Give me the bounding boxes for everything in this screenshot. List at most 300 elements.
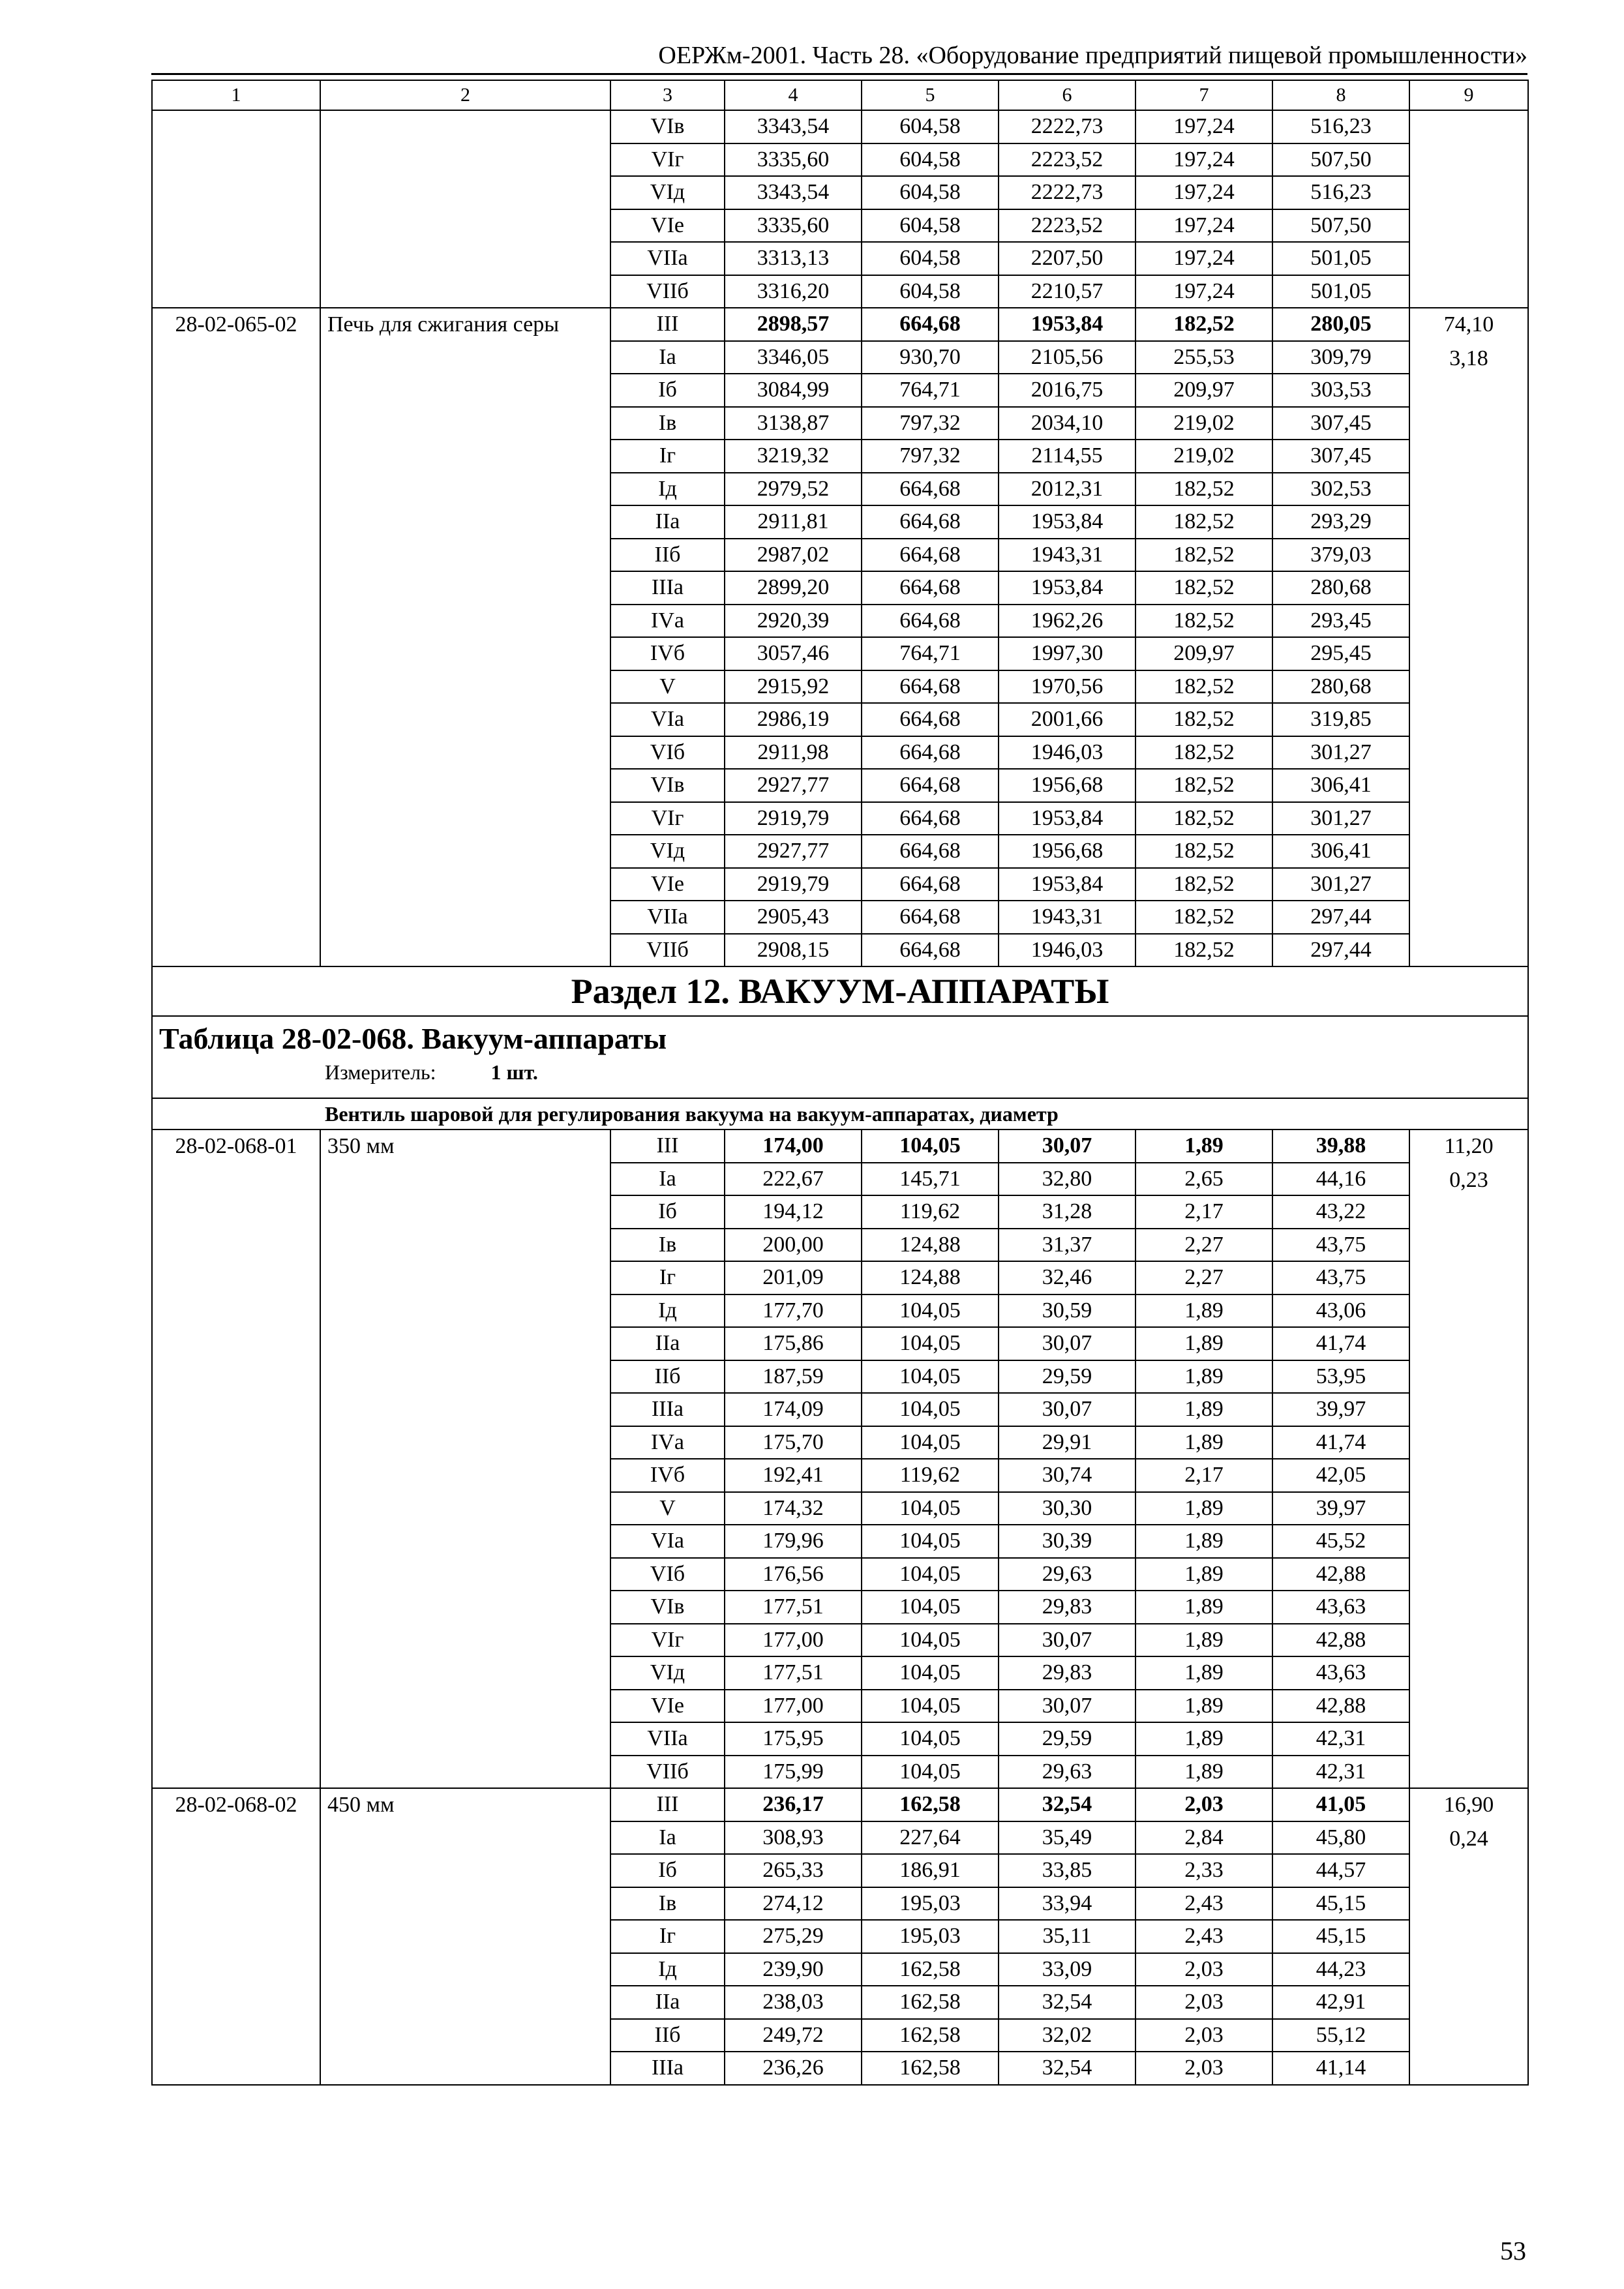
value-cell: 41,74 xyxy=(1272,1327,1409,1360)
value-cell: 32,54 xyxy=(999,1986,1135,2019)
total-value-1: 16,90 xyxy=(1443,1793,1494,1817)
value-cell: 179,96 xyxy=(725,1525,862,1558)
column-number-cell: 8 xyxy=(1272,80,1409,110)
value-cell: 41,05 xyxy=(1272,1788,1409,1821)
value-cell: 182,52 xyxy=(1135,802,1272,835)
value-cell: 176,56 xyxy=(725,1558,862,1591)
value-cell: 30,74 xyxy=(999,1459,1135,1492)
zone-cell: Iг xyxy=(610,440,725,473)
value-cell: 29,91 xyxy=(999,1426,1135,1459)
value-cell: 29,63 xyxy=(999,1558,1135,1591)
zone-cell: VIIа xyxy=(610,901,725,934)
value-cell: 2016,75 xyxy=(999,374,1135,407)
zone-cell: Iб xyxy=(610,1854,725,1887)
value-cell: 45,15 xyxy=(1272,1920,1409,1953)
value-cell: 1,89 xyxy=(1135,1360,1272,1394)
value-cell: 1953,84 xyxy=(999,868,1135,901)
column-number-cell: 3 xyxy=(610,80,725,110)
zone-cell: VIе xyxy=(610,209,725,243)
value-cell: 255,53 xyxy=(1135,341,1272,374)
value-cell: 1953,84 xyxy=(999,308,1135,341)
value-cell: 301,27 xyxy=(1272,868,1409,901)
value-cell: 930,70 xyxy=(862,341,999,374)
value-cell: 1,89 xyxy=(1135,1656,1272,1690)
zone-cell: Iг xyxy=(610,1261,725,1294)
value-cell: 104,05 xyxy=(862,1591,999,1624)
value-cell: 43,06 xyxy=(1272,1294,1409,1328)
value-cell: 104,05 xyxy=(862,1393,999,1426)
value-cell: 280,05 xyxy=(1272,308,1409,341)
value-cell: 53,95 xyxy=(1272,1360,1409,1394)
header-rule xyxy=(151,73,1527,75)
value-cell: 30,07 xyxy=(999,1690,1135,1723)
column-number-cell: 6 xyxy=(999,80,1135,110)
value-cell: 175,86 xyxy=(725,1327,862,1360)
value-cell: 604,58 xyxy=(862,110,999,143)
value-cell: 1953,84 xyxy=(999,802,1135,835)
value-cell: 1,89 xyxy=(1135,1525,1272,1558)
value-cell: 664,68 xyxy=(862,571,999,605)
zone-cell: Iд xyxy=(610,1953,725,1986)
subheading: Вентиль шаровой для регулирования вакуума на вакуум-аппаратах, диаметр xyxy=(152,1098,1528,1130)
value-cell: 2927,77 xyxy=(725,769,862,802)
value-cell: 195,03 xyxy=(862,1920,999,1953)
value-cell: 302,53 xyxy=(1272,473,1409,506)
value-cell: 1,89 xyxy=(1135,1722,1272,1756)
value-cell: 1943,31 xyxy=(999,539,1135,572)
value-cell: 42,05 xyxy=(1272,1459,1409,1492)
value-cell: 2012,31 xyxy=(999,473,1135,506)
value-cell: 501,05 xyxy=(1272,275,1409,308)
value-cell: 175,95 xyxy=(725,1722,862,1756)
value-cell: 30,07 xyxy=(999,1624,1135,1657)
value-cell: 797,32 xyxy=(862,407,999,440)
value-cell: 177,00 xyxy=(725,1624,862,1657)
zone-cell: Iд xyxy=(610,473,725,506)
value-cell: 35,49 xyxy=(999,1821,1135,1855)
value-cell: 664,68 xyxy=(862,934,999,967)
value-cell: 162,58 xyxy=(862,2019,999,2052)
value-cell: 145,71 xyxy=(862,1163,999,1196)
value-cell: 42,88 xyxy=(1272,1690,1409,1723)
position-code: 28-02-068-01 xyxy=(152,1130,320,1788)
value-cell: 604,58 xyxy=(862,176,999,209)
value-cell: 1953,84 xyxy=(999,505,1135,539)
value-cell: 45,52 xyxy=(1272,1525,1409,1558)
code-cell xyxy=(152,110,320,308)
value-cell: 119,62 xyxy=(862,1195,999,1229)
zone-cell: VIв xyxy=(610,1591,725,1624)
column-number-cell: 9 xyxy=(1409,80,1528,110)
value-cell: 2987,02 xyxy=(725,539,862,572)
value-cell: 174,00 xyxy=(725,1130,862,1163)
position-code: 28-02-065-02 xyxy=(152,308,320,966)
value-cell: 200,00 xyxy=(725,1229,862,1262)
value-cell: 186,91 xyxy=(862,1854,999,1887)
value-cell: 2,27 xyxy=(1135,1229,1272,1262)
value-cell: 2899,20 xyxy=(725,571,862,605)
value-cell: 44,57 xyxy=(1272,1854,1409,1887)
zone-cell: Iб xyxy=(610,1195,725,1229)
value-cell: 33,85 xyxy=(999,1854,1135,1887)
value-cell: 2,03 xyxy=(1135,2052,1272,2085)
value-cell: 44,16 xyxy=(1272,1163,1409,1196)
value-cell: 42,88 xyxy=(1272,1624,1409,1657)
value-cell: 2986,19 xyxy=(725,703,862,736)
zone-cell: Iб xyxy=(610,374,725,407)
position-name: 450 мм xyxy=(320,1788,610,2085)
value-cell: 29,59 xyxy=(999,1722,1135,1756)
value-cell: 31,28 xyxy=(999,1195,1135,1229)
value-cell: 3138,87 xyxy=(725,407,862,440)
value-cell: 104,05 xyxy=(862,1130,999,1163)
value-cell: 2915,92 xyxy=(725,670,862,704)
zone-cell: III xyxy=(610,1788,725,1821)
value-cell: 182,52 xyxy=(1135,571,1272,605)
value-cell: 2,65 xyxy=(1135,1163,1272,1196)
value-cell: 2,17 xyxy=(1135,1459,1272,1492)
total-value-2: 0,23 xyxy=(1449,1168,1488,1192)
value-cell: 30,39 xyxy=(999,1525,1135,1558)
value-cell: 664,68 xyxy=(862,605,999,638)
value-cell: 2911,81 xyxy=(725,505,862,539)
value-cell: 2114,55 xyxy=(999,440,1135,473)
value-cell: 177,51 xyxy=(725,1656,862,1690)
value-cell: 104,05 xyxy=(862,1722,999,1756)
value-cell: 306,41 xyxy=(1272,835,1409,868)
zone-cell: IIа xyxy=(610,505,725,539)
value-cell: 182,52 xyxy=(1135,703,1272,736)
zone-cell: VIе xyxy=(610,1690,725,1723)
value-cell: 2,03 xyxy=(1135,2019,1272,2052)
value-cell: 2,03 xyxy=(1135,1986,1272,2019)
zone-cell: VIIб xyxy=(610,1756,725,1789)
value-cell: 2222,73 xyxy=(999,110,1135,143)
zone-cell: VIд xyxy=(610,1656,725,1690)
value-cell: 2919,79 xyxy=(725,802,862,835)
value-cell: 182,52 xyxy=(1135,605,1272,638)
value-cell: 516,23 xyxy=(1272,176,1409,209)
subheading-row xyxy=(152,1098,1528,1130)
value-cell: 33,94 xyxy=(999,1887,1135,1921)
table-title: Таблица 28-02-068. Вакуум-аппараты xyxy=(159,1022,667,1055)
value-cell: 1946,03 xyxy=(999,934,1135,967)
value-cell: 239,90 xyxy=(725,1953,862,1986)
value-cell: 3335,60 xyxy=(725,143,862,177)
value-cell: 2,43 xyxy=(1135,1920,1272,1953)
value-cell: 2223,52 xyxy=(999,209,1135,243)
value-cell: 124,88 xyxy=(862,1229,999,1262)
value-cell: 664,68 xyxy=(862,670,999,704)
total-cell xyxy=(1409,308,1528,966)
value-cell: 2920,39 xyxy=(725,605,862,638)
value-cell: 604,58 xyxy=(862,242,999,275)
value-cell: 177,51 xyxy=(725,1591,862,1624)
zone-cell: VIIб xyxy=(610,275,725,308)
value-cell: 104,05 xyxy=(862,1360,999,1394)
zone-cell: V xyxy=(610,670,725,704)
zone-cell: VIд xyxy=(610,176,725,209)
value-cell: 516,23 xyxy=(1272,110,1409,143)
value-cell: 1,89 xyxy=(1135,1756,1272,1789)
value-cell: 175,70 xyxy=(725,1426,862,1459)
value-cell: 42,31 xyxy=(1272,1756,1409,1789)
value-cell: 3219,32 xyxy=(725,440,862,473)
value-cell: 1,89 xyxy=(1135,1690,1272,1723)
value-cell: 2908,15 xyxy=(725,934,862,967)
value-cell: 41,74 xyxy=(1272,1426,1409,1459)
value-cell: 3313,13 xyxy=(725,242,862,275)
value-cell: 32,80 xyxy=(999,1163,1135,1196)
zone-cell: VIв xyxy=(610,769,725,802)
value-cell: 301,27 xyxy=(1272,736,1409,770)
measure-value: 1 шт. xyxy=(490,1060,538,1084)
value-cell: 1,89 xyxy=(1135,1492,1272,1525)
total-value-2: 0,24 xyxy=(1449,1827,1488,1851)
zone-cell: IIб xyxy=(610,539,725,572)
value-cell: 1,89 xyxy=(1135,1130,1272,1163)
value-cell: 293,45 xyxy=(1272,605,1409,638)
value-cell: 1,89 xyxy=(1135,1558,1272,1591)
value-cell: 209,97 xyxy=(1135,374,1272,407)
value-cell: 29,83 xyxy=(999,1656,1135,1690)
value-cell: 104,05 xyxy=(862,1656,999,1690)
running-header: ОЕРЖм-2001. Часть 28. «Оборудование предприятий пищевой промышленности» xyxy=(658,42,1527,69)
zone-cell: IIа xyxy=(610,1327,725,1360)
value-cell: 2222,73 xyxy=(999,176,1135,209)
value-cell: 44,23 xyxy=(1272,1953,1409,1986)
value-cell: 30,30 xyxy=(999,1492,1135,1525)
value-cell: 2207,50 xyxy=(999,242,1135,275)
value-cell: 32,46 xyxy=(999,1261,1135,1294)
total-value-1: 11,20 xyxy=(1444,1134,1494,1158)
value-cell: 2919,79 xyxy=(725,868,862,901)
value-cell: 297,44 xyxy=(1272,901,1409,934)
zone-cell: Iа xyxy=(610,341,725,374)
value-cell: 236,26 xyxy=(725,2052,862,2085)
zone-cell: III xyxy=(610,308,725,341)
value-cell: 2,84 xyxy=(1135,1821,1272,1855)
value-cell: 604,58 xyxy=(862,275,999,308)
zone-cell: III xyxy=(610,1130,725,1163)
zone-cell: VIд xyxy=(610,835,725,868)
value-cell: 32,54 xyxy=(999,2052,1135,2085)
zone-cell: IIа xyxy=(610,1986,725,2019)
value-cell: 275,29 xyxy=(725,1920,862,1953)
zone-cell: Iа xyxy=(610,1821,725,1855)
value-cell: 29,63 xyxy=(999,1756,1135,1789)
value-cell: 43,75 xyxy=(1272,1229,1409,1262)
value-cell: 182,52 xyxy=(1135,736,1272,770)
zone-cell: V xyxy=(610,1492,725,1525)
value-cell: 2001,66 xyxy=(999,703,1135,736)
value-cell: 43,75 xyxy=(1272,1261,1409,1294)
value-cell: 2979,52 xyxy=(725,473,862,506)
value-cell: 308,93 xyxy=(725,1821,862,1855)
value-cell: 301,27 xyxy=(1272,802,1409,835)
value-cell: 182,52 xyxy=(1135,670,1272,704)
value-cell: 104,05 xyxy=(862,1525,999,1558)
value-cell: 182,52 xyxy=(1135,505,1272,539)
value-cell: 319,85 xyxy=(1272,703,1409,736)
value-cell: 1962,26 xyxy=(999,605,1135,638)
value-cell: 3084,99 xyxy=(725,374,862,407)
value-cell: 201,09 xyxy=(725,1261,862,1294)
total-cell xyxy=(1409,1130,1528,1788)
value-cell: 42,88 xyxy=(1272,1558,1409,1591)
value-cell: 3343,54 xyxy=(725,110,862,143)
value-cell: 119,62 xyxy=(862,1459,999,1492)
value-cell: 30,59 xyxy=(999,1294,1135,1328)
total-cell xyxy=(1409,1788,1528,2085)
value-cell: 45,80 xyxy=(1272,1821,1409,1855)
value-cell: 30,07 xyxy=(999,1327,1135,1360)
page-number: 53 xyxy=(1500,2236,1526,2266)
column-number-row xyxy=(152,80,1528,110)
total-value-2: 3,18 xyxy=(1449,346,1488,370)
table-title-cell xyxy=(152,1016,1528,1098)
value-cell: 2898,57 xyxy=(725,308,862,341)
zone-cell: VIIа xyxy=(610,242,725,275)
value-cell: 197,24 xyxy=(1135,209,1272,243)
value-cell: 42,91 xyxy=(1272,1986,1409,2019)
value-cell: 227,64 xyxy=(862,1821,999,1855)
value-cell: 236,17 xyxy=(725,1788,862,1821)
value-cell: 104,05 xyxy=(862,1756,999,1789)
value-cell: 2,03 xyxy=(1135,1953,1272,1986)
value-cell: 1,89 xyxy=(1135,1393,1272,1426)
value-cell: 1,89 xyxy=(1135,1327,1272,1360)
price-table-sheet xyxy=(151,80,1527,2086)
value-cell: 219,02 xyxy=(1135,440,1272,473)
value-cell: 2,27 xyxy=(1135,1261,1272,1294)
value-cell: 29,83 xyxy=(999,1591,1135,1624)
section-title: Раздел 12. ВАКУУМ-АППАРАТЫ xyxy=(152,966,1528,1016)
zone-cell: Iв xyxy=(610,407,725,440)
table-row xyxy=(152,308,1528,341)
value-cell: 45,15 xyxy=(1272,1887,1409,1921)
value-cell: 1970,56 xyxy=(999,670,1135,704)
column-number-cell: 2 xyxy=(320,80,610,110)
value-cell: 764,71 xyxy=(862,637,999,670)
value-cell: 664,68 xyxy=(862,835,999,868)
value-cell: 3335,60 xyxy=(725,209,862,243)
value-cell: 3343,54 xyxy=(725,176,862,209)
column-number-cell: 7 xyxy=(1135,80,1272,110)
value-cell: 33,09 xyxy=(999,1953,1135,1986)
value-cell: 664,68 xyxy=(862,539,999,572)
value-cell: 664,68 xyxy=(862,736,999,770)
zone-cell: IIб xyxy=(610,1360,725,1394)
value-cell: 177,70 xyxy=(725,1294,862,1328)
position-code: 28-02-068-02 xyxy=(152,1788,320,2085)
value-cell: 303,53 xyxy=(1272,374,1409,407)
zone-cell: VIг xyxy=(610,802,725,835)
zone-cell: VIа xyxy=(610,1525,725,1558)
value-cell: 194,12 xyxy=(725,1195,862,1229)
value-cell: 1,89 xyxy=(1135,1624,1272,1657)
zone-cell: Iг xyxy=(610,1920,725,1953)
zone-cell: IVб xyxy=(610,1459,725,1492)
value-cell: 187,59 xyxy=(725,1360,862,1394)
value-cell: 309,79 xyxy=(1272,341,1409,374)
value-cell: 664,68 xyxy=(862,802,999,835)
value-cell: 297,44 xyxy=(1272,934,1409,967)
value-cell: 32,54 xyxy=(999,1788,1135,1821)
zone-cell: VIа xyxy=(610,703,725,736)
value-cell: 1,89 xyxy=(1135,1426,1272,1459)
value-cell: 307,45 xyxy=(1272,407,1409,440)
value-cell: 197,24 xyxy=(1135,110,1272,143)
value-cell: 29,59 xyxy=(999,1360,1135,1394)
value-cell: 664,68 xyxy=(862,868,999,901)
value-cell: 1943,31 xyxy=(999,901,1135,934)
value-cell: 1,89 xyxy=(1135,1591,1272,1624)
value-cell: 604,58 xyxy=(862,209,999,243)
value-cell: 104,05 xyxy=(862,1690,999,1723)
value-cell: 162,58 xyxy=(862,1953,999,1986)
value-cell: 249,72 xyxy=(725,2019,862,2052)
position-name: 350 мм xyxy=(320,1130,610,1788)
value-cell: 797,32 xyxy=(862,440,999,473)
value-cell: 2,43 xyxy=(1135,1887,1272,1921)
value-cell: 182,52 xyxy=(1135,901,1272,934)
zone-cell: VIIа xyxy=(610,1722,725,1756)
measure-label: Измеритель: xyxy=(325,1060,436,1084)
value-cell: 664,68 xyxy=(862,473,999,506)
value-cell: 104,05 xyxy=(862,1624,999,1657)
column-number-cell: 4 xyxy=(725,80,862,110)
value-cell: 2911,98 xyxy=(725,736,862,770)
measure-line xyxy=(159,1057,1521,1087)
value-cell: 507,50 xyxy=(1272,209,1409,243)
value-cell: 162,58 xyxy=(862,1986,999,2019)
value-cell: 39,97 xyxy=(1272,1492,1409,1525)
zone-cell: VIе xyxy=(610,868,725,901)
value-cell: 507,50 xyxy=(1272,143,1409,177)
value-cell: 182,52 xyxy=(1135,769,1272,802)
value-cell: 174,32 xyxy=(725,1492,862,1525)
value-cell: 32,02 xyxy=(999,2019,1135,2052)
value-cell: 43,22 xyxy=(1272,1195,1409,1229)
value-cell: 104,05 xyxy=(862,1426,999,1459)
value-cell: 1946,03 xyxy=(999,736,1135,770)
value-cell: 1956,68 xyxy=(999,835,1135,868)
value-cell: 104,05 xyxy=(862,1558,999,1591)
value-cell: 238,03 xyxy=(725,1986,862,2019)
value-cell: 55,12 xyxy=(1272,2019,1409,2052)
value-cell: 501,05 xyxy=(1272,242,1409,275)
table-row xyxy=(152,1788,1528,1821)
value-cell: 379,03 xyxy=(1272,539,1409,572)
value-cell: 219,02 xyxy=(1135,407,1272,440)
value-cell: 764,71 xyxy=(862,374,999,407)
value-cell: 35,11 xyxy=(999,1920,1135,1953)
value-cell: 664,68 xyxy=(862,901,999,934)
zone-cell: VIб xyxy=(610,1558,725,1591)
value-cell: 197,24 xyxy=(1135,242,1272,275)
value-cell: 104,05 xyxy=(862,1327,999,1360)
value-cell: 664,68 xyxy=(862,505,999,539)
value-cell: 2,17 xyxy=(1135,1195,1272,1229)
value-cell: 31,37 xyxy=(999,1229,1135,1262)
value-cell: 182,52 xyxy=(1135,934,1272,967)
value-cell: 2905,43 xyxy=(725,901,862,934)
value-cell: 41,14 xyxy=(1272,2052,1409,2085)
value-cell: 30,07 xyxy=(999,1130,1135,1163)
value-cell: 177,00 xyxy=(725,1690,862,1723)
column-number-cell: 5 xyxy=(862,80,999,110)
